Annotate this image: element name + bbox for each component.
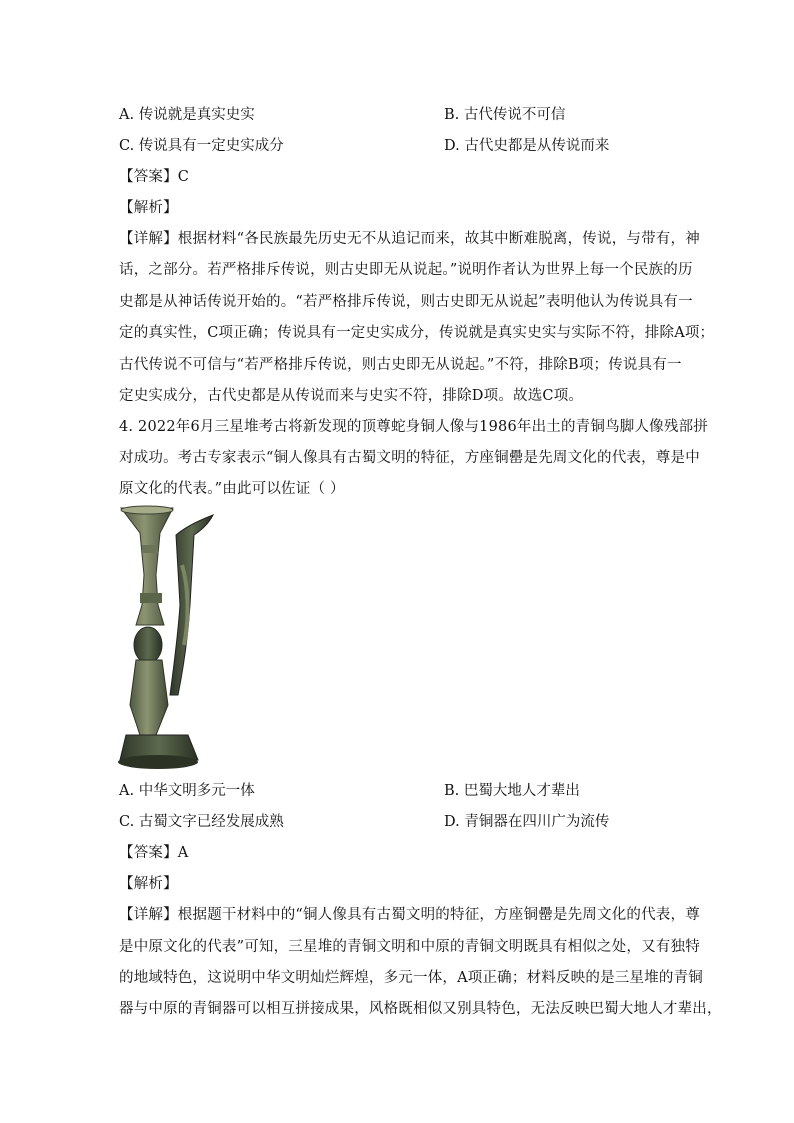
q3-detail-line: 【详解】根据材料“各民族最先历史无不从追记而来，故其中断难脱离，传说，与带有，神 [119, 231, 700, 247]
q4-detail-line: 【详解】根据题干材料中的“铜人像具有古蜀文明的特征，方座铜罍是先周文化的代表，尊 [119, 907, 700, 923]
q4-detail-line: 是中原文化的代表”可知，三星堆的青铜文明和中原的青铜文明既具有相似之处，又有独特 [119, 939, 700, 955]
q3-option-d: D. 古代史都是从传说而来 [444, 138, 610, 154]
q4-detail-line: 器与中原的青铜器可以相互拼接成果，风格既相似又别具特色，无法反映巴蜀大地人才辈出， [119, 1001, 722, 1017]
q3-detail-line: 史都是从神话传说开始的。“若严格排斥传说，则古史即无从说起”表明他认为传说具有一 [119, 294, 693, 310]
q3-detail-line: 古代传说不可信与“若严格排斥传说，则古史即无从说起。”不符，排除B项；传说具有一 [119, 357, 682, 373]
q3-detail-line: 定的真实性，C项正确；传说具有一定史实成分，传说就是真实史实与实际不符，排除A项； [119, 325, 715, 341]
q3-detail-line: 定史实成分，古代史都是从传说而来与史实不符，排除D项。故选C项。 [119, 388, 584, 404]
q4-stem-line: 4. 2022年6月三星堆考古将新发现的顶尊蛇身铜人像与1986年出土的青铜鸟脚人像残部拼 [119, 419, 708, 435]
q4-analysis-label: 【解析】 [119, 876, 178, 892]
q4-stem-line: 原文化的代表。”由此可以佐证（ ） [119, 481, 345, 497]
q4-option-c: C. 古蜀文字已经发展成熟 [119, 814, 284, 830]
bronze-statue-photo [118, 505, 218, 770]
q3-answer: 【答案】C [119, 169, 190, 185]
q3-analysis-label: 【解析】 [119, 200, 178, 216]
q3-option-a: A. 传说就是真实史实 [119, 107, 255, 123]
q3-option-b: B. 古代传说不可信 [444, 107, 566, 123]
q3-option-c: C. 传说具有一定史实成分 [119, 138, 284, 154]
q4-option-a: A. 中华文明多元一体 [119, 783, 255, 799]
bronze-statue-icon [118, 505, 218, 770]
q4-detail-line: 的地域特色，这说明中华文明灿烂辉煌，多元一体，A项正确；材料反映的是三星堆的青铜 [119, 970, 703, 986]
q4-answer: 【答案】A [119, 845, 189, 861]
q4-stem-line: 对成功。考古专家表示“铜人像具有古蜀文明的特征，方座铜罍是先周文化的代表，尊是中 [119, 450, 700, 466]
q3-detail-line: 话，之部分。若严格排斥传说，则古史即无从说起。”说明作者认为世界上每一个民族的历 [119, 262, 693, 278]
q4-option-d: D. 青铜器在四川广为流传 [444, 814, 610, 830]
q4-option-b: B. 巴蜀大地人才辈出 [444, 783, 580, 799]
